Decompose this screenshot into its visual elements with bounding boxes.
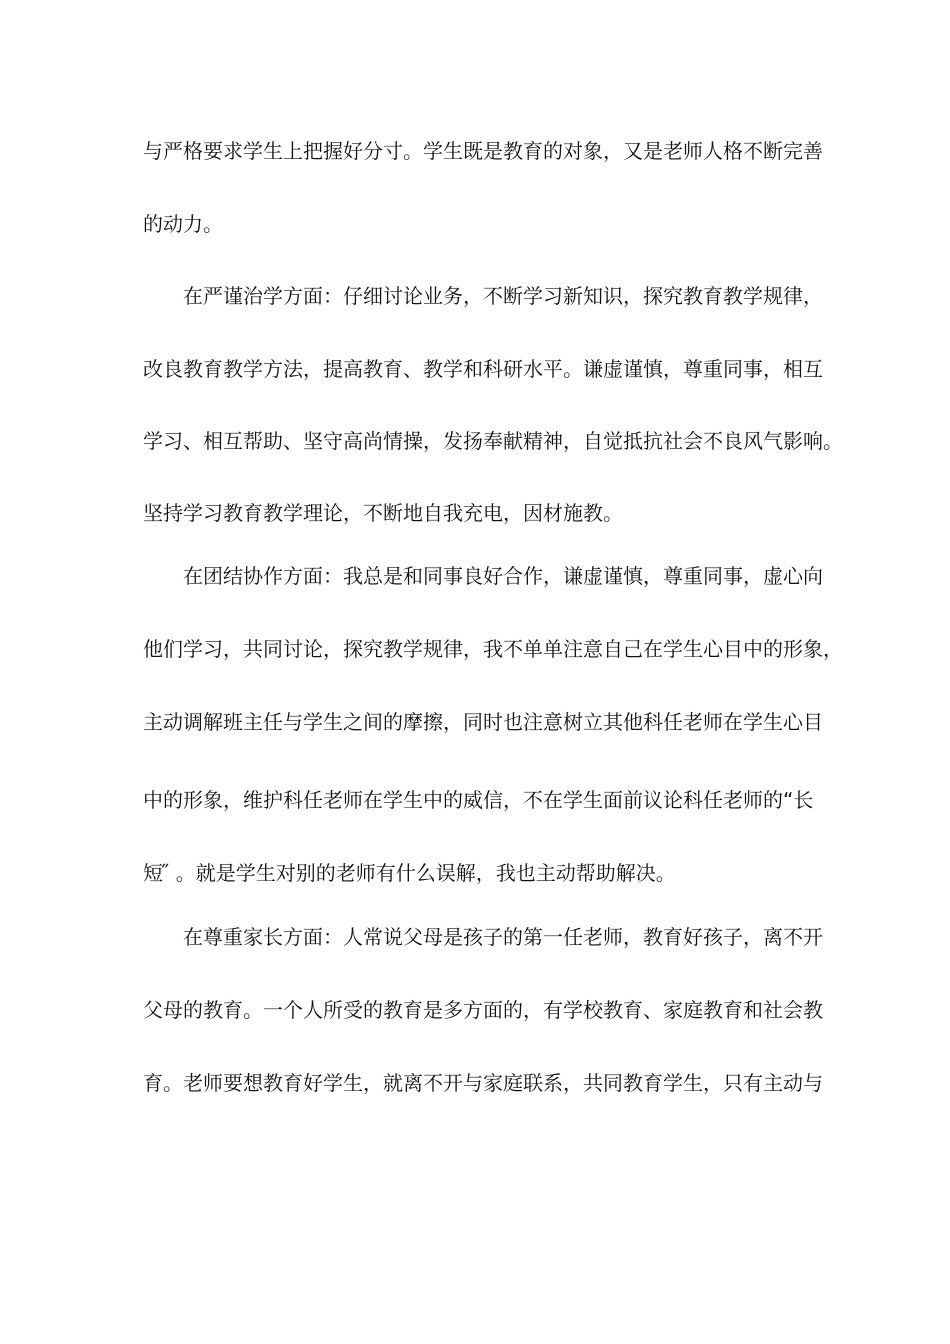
paragraph-start-rigorous-study: 在严谨治学方面：仔细讨论业务，不断学习新知识，探究教育教学规律，	[183, 284, 823, 308]
text-line-4: 改良教育教学方法，提高教育、教学和科研水平。谦虚谨慎，尊重同事，相互	[143, 357, 823, 381]
text-line-13: 父母的教育。一个人所受的教育是多方面的，有学校教育、家庭教育和社会教	[143, 998, 823, 1022]
text-line-6: 坚持学习教育教学理论，不断地自我充电，因材施教。	[143, 501, 623, 525]
text-line-8: 他们学习，共同讨论，探究教学规律，我不单单注意自己在学生心目中的形象，	[143, 637, 843, 661]
text-line-5: 学习、相互帮助、坚守高尚情操，发扬奉献精神，自觉抵抗社会不良风气影响。	[143, 429, 843, 453]
text-line-9: 主动调解班主任与学生之间的摩擦，同时也注意树立其他科任老师在学生心目	[143, 710, 823, 734]
paragraph-start-respect-parents: 在尊重家长方面：人常说父母是孩子的第一任老师，教育好孩子，离不开	[183, 925, 823, 949]
text-line-2: 的动力。	[143, 212, 223, 236]
text-line-14: 育。老师要想教育好学生，就离不开与家庭联系，共同教育学生，只有主动与	[143, 1071, 823, 1095]
text-line-10: 中的形象，维护科任老师在学生中的威信，不在学生面前议论科任老师的“长	[143, 788, 814, 812]
paragraph-start-teamwork: 在团结协作方面：我总是和同事良好合作，谦虚谨慎，尊重同事，虚心向	[183, 564, 823, 588]
text-line-1: 与严格要求学生上把握好分寸。学生既是教育的对象，又是老师人格不断完善	[143, 139, 823, 163]
text-line-11: 短 ̋ 。就是学生对别的老师有什么误解，我也主动帮助解决。	[143, 861, 676, 885]
